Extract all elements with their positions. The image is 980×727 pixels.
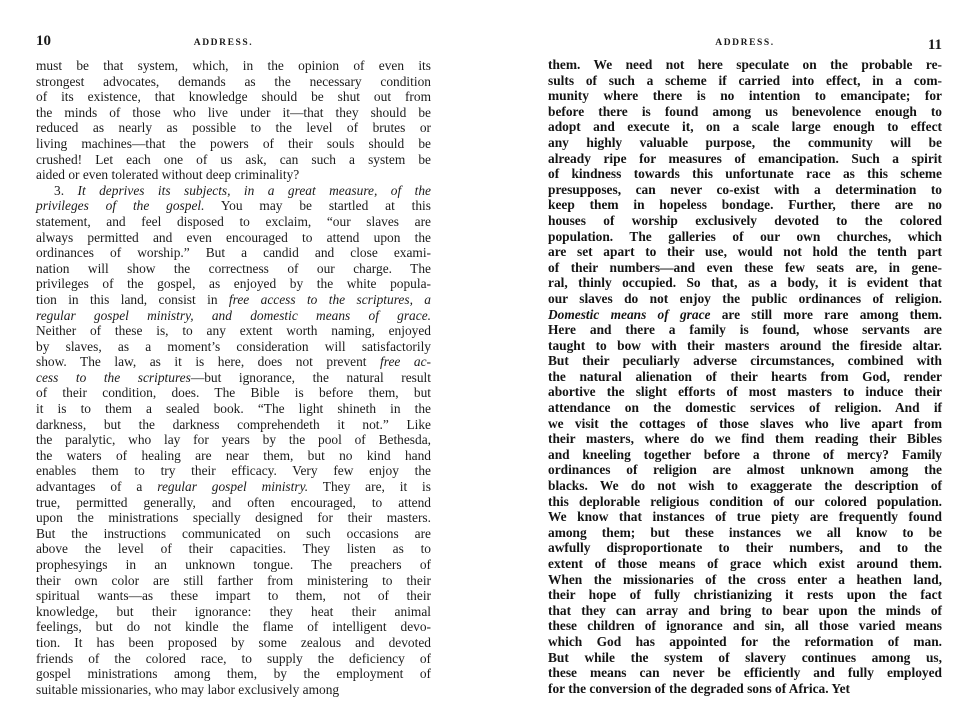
text-run: But their peculiarly adverse circumstances, combined with: [548, 353, 942, 369]
text-run: Neither of these is, to any extent worth naming, enjoyed: [36, 323, 431, 339]
italic-phrase: cess to the scriptures: [36, 369, 191, 385]
text-line: [36, 385, 431, 401]
text-line: [548, 634, 942, 650]
text-line: [36, 541, 431, 557]
left-running-head: [36, 33, 431, 53]
text-line: [548, 478, 942, 494]
text-line: [36, 339, 431, 355]
text-run: advantages of a: [36, 479, 158, 495]
text-line: [36, 136, 431, 152]
text-line: [548, 509, 942, 525]
italic-phrase: free ac-: [380, 354, 431, 370]
text-run: prophesyings in an unknown tongue. The preachers of: [36, 557, 431, 572]
right-page-body: [548, 57, 942, 696]
text-line: [548, 135, 942, 151]
text-run: suitable missionaries, who may labor exclusively among: [36, 681, 340, 697]
left-page-number: 10: [36, 33, 51, 49]
text-line: [548, 182, 942, 198]
text-run: above the level of their capacities. They listen as to: [36, 541, 431, 557]
text-line: [36, 167, 431, 183]
text-run: privileges of the gospel, as enjoyed by the white popula-: [36, 276, 431, 292]
text-run: their hope of fully christianizing it rests upon the fact: [548, 587, 942, 603]
text-run: the minds of those who live under it—that they should be: [36, 104, 431, 120]
text-run: show. The law, as it is here, does not prevent: [36, 354, 381, 370]
text-line: [36, 58, 431, 74]
text-run: are still more rare among them.: [710, 306, 942, 322]
text-run: are set apart to their use, would not hold the tenth part: [548, 244, 942, 260]
text-line: [548, 650, 942, 666]
text-run: already ripe for measures of emancipation. Such a spirit: [548, 150, 942, 166]
text-run: always permitted and even encouraged to attend upon the: [36, 229, 431, 245]
text-line: [36, 276, 431, 292]
text-line: [36, 417, 431, 433]
text-line: [548, 462, 942, 478]
text-run: the waters of healing are near them, but no kind hand: [36, 447, 431, 463]
text-run: feelings, but do not kindle the flame of intelligent devo-: [36, 619, 431, 635]
text-run: upon the ministrations specially designed for their masters.: [36, 510, 431, 526]
text-run: presupposes, can never co-exist with a determination to: [548, 181, 942, 197]
text-run: But the instructions communicated on such occasions are: [36, 525, 431, 541]
text-run: that they can array and bring to bear upon the minds of: [548, 602, 942, 618]
text-run: tion. It has been proposed by some zealous and devoted: [36, 634, 431, 650]
text-run: darkness, but the darkness comprehendeth it not.” Like: [36, 416, 431, 432]
text-line: [36, 105, 431, 121]
italic-phrase: regular gospel ministry.: [157, 479, 309, 495]
left-running-title: ADDRESS.: [193, 38, 254, 48]
text-line: [548, 353, 942, 369]
right-page-number: 11: [927, 37, 942, 53]
text-run: houses of worship exclusively devoted to the colored: [548, 212, 942, 228]
text-run: abortive the slight efforts of most masters to induce their: [548, 384, 942, 400]
left-page: [36, 0, 431, 727]
text-line: [548, 213, 942, 229]
text-run: blacks. We do not wish to exaggerate the description of: [548, 478, 942, 494]
text-run: of their condition, does. The Bible is before them, but: [36, 385, 431, 401]
text-line: [36, 557, 431, 573]
text-line: [548, 57, 942, 73]
text-run: of its existence, that knowledge should be shut out from: [36, 89, 431, 105]
text-run: keep them in hopeless bondage. Further, there are no: [548, 197, 942, 213]
text-line: [548, 556, 942, 572]
text-line: [548, 665, 942, 681]
text-line: [548, 384, 942, 400]
italic-phrase: It deprives its subjects, in a great measure, of the: [77, 182, 431, 198]
text-line: [548, 229, 942, 245]
text-run: population. The galleries of our own churches, which: [548, 228, 942, 244]
text-run: their own color are still farther from ministering to their: [36, 572, 431, 588]
text-run: They are, it is: [308, 479, 431, 495]
text-line: [36, 526, 431, 542]
text-run: by slaves, as a moment’s consideration will satisfactorily: [36, 338, 431, 354]
text-run: our slaves do not enjoy the public ordinances of religion.: [548, 290, 942, 306]
text-line: [548, 525, 942, 541]
text-line: [36, 604, 431, 620]
text-run: them. We need not here speculate on the probable re-: [548, 57, 942, 72]
text-line: [36, 479, 431, 495]
text-line: [36, 120, 431, 136]
text-line: [548, 275, 942, 291]
text-run: before there is found among us benevolence enough to: [548, 103, 942, 119]
text-line: [548, 166, 942, 182]
text-line: [548, 603, 942, 619]
text-line: [548, 291, 942, 307]
text-run: friends of the colored race, to supply the deficiency of: [36, 650, 431, 666]
text-line: [36, 152, 431, 168]
text-line: [36, 261, 431, 277]
text-run: Here and there a family is found, whose servants are: [548, 322, 942, 338]
text-run: munity where there is no intention to emancipate; for: [548, 88, 942, 104]
text-line: [36, 573, 431, 589]
text-line: [548, 681, 942, 697]
italic-phrase: Domestic means of grace: [548, 306, 711, 322]
text-line: [548, 369, 942, 385]
italic-phrase: regular gospel ministry, and domestic means of grace.: [36, 307, 431, 323]
text-run: sults of such a scheme if carried into effect, in a com-: [548, 72, 942, 88]
text-line: [548, 338, 942, 354]
text-run: enables them to try their efficacy. Very few enjoy the: [36, 463, 431, 479]
text-line: [548, 73, 942, 89]
text-run: gospel ministrations among them, by the employment of: [36, 666, 431, 682]
text-line: [36, 666, 431, 682]
text-run: we visit the cottages of those slaves who live apart from: [548, 415, 942, 431]
text-run: for the conversion of the degraded sons of Africa. Yet: [548, 680, 850, 696]
text-run: spiritual wants—as these impart to them, not of their: [36, 588, 431, 604]
text-run: attendance on the domestic services of religion. And if: [548, 400, 942, 416]
text-line: [548, 587, 942, 603]
text-run: adopt and execute it, on a scale large enough to effect: [548, 119, 942, 135]
text-run: strongest advocates, demands as the necessary condition: [36, 73, 431, 89]
text-line: [548, 88, 942, 104]
text-line: [548, 197, 942, 213]
text-run: statement, and feel disposed to exclaim, “our slaves are: [36, 213, 431, 229]
text-line: [36, 651, 431, 667]
text-line: [548, 244, 942, 260]
text-line: [548, 431, 942, 447]
italic-phrase: free access to the scriptures, a: [228, 291, 431, 307]
text-run: ral, thinly occupied. So that, as a body, it is evident that: [548, 275, 942, 291]
text-line: [548, 322, 942, 338]
text-run: of their numbers—and even these few seats are, in gene-: [548, 259, 942, 275]
text-run: must be that system, which, in the opinion of even its: [36, 58, 431, 73]
text-line: [548, 447, 942, 463]
text-run: taught to bow with their masters around the fireside altar.: [548, 337, 942, 353]
right-running-head: [548, 33, 942, 53]
text-run: extent of those means of grace which exist around them.: [548, 556, 942, 571]
text-run: true, permitted generally, and often encouraged, to attend: [36, 494, 431, 510]
text-line: [36, 463, 431, 479]
text-line: [36, 448, 431, 464]
text-run: crushed! Let each one of us ask, can such a system be: [36, 151, 431, 167]
text-line: [36, 323, 431, 339]
text-run: You may be startled at this: [204, 198, 431, 214]
text-line: [36, 588, 431, 604]
text-run: of kindness towards this unfortunate race as this scheme: [548, 166, 942, 182]
text-line: [36, 635, 431, 651]
text-line: [548, 618, 942, 634]
text-run: nation will show the correctness of our charge. The: [36, 260, 431, 276]
text-line: [548, 540, 942, 556]
text-run: 3.: [54, 182, 78, 198]
text-line: [548, 260, 942, 276]
text-run: aided or even tolerated without deep criminality?: [36, 167, 300, 183]
text-run: —but ignorance, the natural result: [190, 369, 431, 385]
text-line: [36, 682, 431, 698]
text-line: [36, 183, 431, 199]
text-run: tion in this land, consist in: [36, 291, 229, 307]
text-run: knowledge, but their ignorance: they heat their animal: [36, 603, 431, 619]
text-line: [36, 401, 431, 417]
text-run: this deplorable religious condition of our colored population.: [548, 493, 942, 509]
text-run: the paralytic, who lay for years by the pool of Bethesda,: [36, 432, 431, 448]
text-line: [36, 495, 431, 511]
text-line: [36, 89, 431, 105]
text-run: We know that instances of true piety are frequently found: [548, 509, 942, 525]
text-run: ordinances of worship.” But a candid and close exami-: [36, 245, 431, 261]
text-line: [548, 494, 942, 510]
text-run: and kneeling together before a throne of mercy? Family: [548, 446, 942, 462]
italic-phrase: privileges of the gospel.: [36, 198, 205, 214]
text-line: [36, 308, 431, 324]
text-line: [36, 245, 431, 261]
text-run: When the missionaries of the cross enter a heathen land,: [548, 571, 942, 587]
text-line: [548, 104, 942, 120]
text-run: the natural alienation of their hearts from God, render: [548, 368, 942, 384]
text-line: [548, 307, 942, 323]
text-run: reduced as nearly as possible to the level of brutes or: [36, 120, 431, 136]
text-line: [36, 619, 431, 635]
text-line: [36, 230, 431, 246]
text-line: [548, 416, 942, 432]
text-run: among them; but these instances we all know to be: [548, 524, 942, 540]
text-run: these children of ignorance and sin, all those varied means: [548, 618, 942, 634]
right-page: [548, 0, 942, 727]
left-page-body: [36, 58, 431, 697]
text-line: [36, 510, 431, 526]
text-line: [36, 292, 431, 308]
text-line: [36, 198, 431, 214]
text-run: which God has appointed for the reformation of man.: [548, 633, 942, 649]
text-run: their masters, where do we find them reading their Bibles: [548, 431, 942, 447]
text-run: any highly valuable purpose, the community will be: [548, 134, 942, 150]
text-line: [548, 572, 942, 588]
text-line: [36, 214, 431, 230]
text-line: [36, 74, 431, 90]
text-line: [36, 432, 431, 448]
text-line: [548, 400, 942, 416]
text-run: living machines—that the powers of their souls should be: [36, 135, 431, 151]
text-line: [36, 370, 431, 386]
text-run: awfully disproportionate to their numbers, and to the: [548, 540, 942, 556]
text-run: it is to them a sealed book. “The light shineth in the: [36, 401, 431, 417]
text-run: But while the system of slavery continues among us,: [548, 649, 942, 665]
text-line: [548, 119, 942, 135]
text-run: ordinances of religion are almost unknown among the: [548, 462, 942, 478]
right-running-title: ADDRESS.: [715, 38, 775, 48]
text-line: [548, 151, 942, 167]
text-line: [36, 354, 431, 370]
text-run: these means can never be efficiently and fully employed: [548, 665, 942, 681]
